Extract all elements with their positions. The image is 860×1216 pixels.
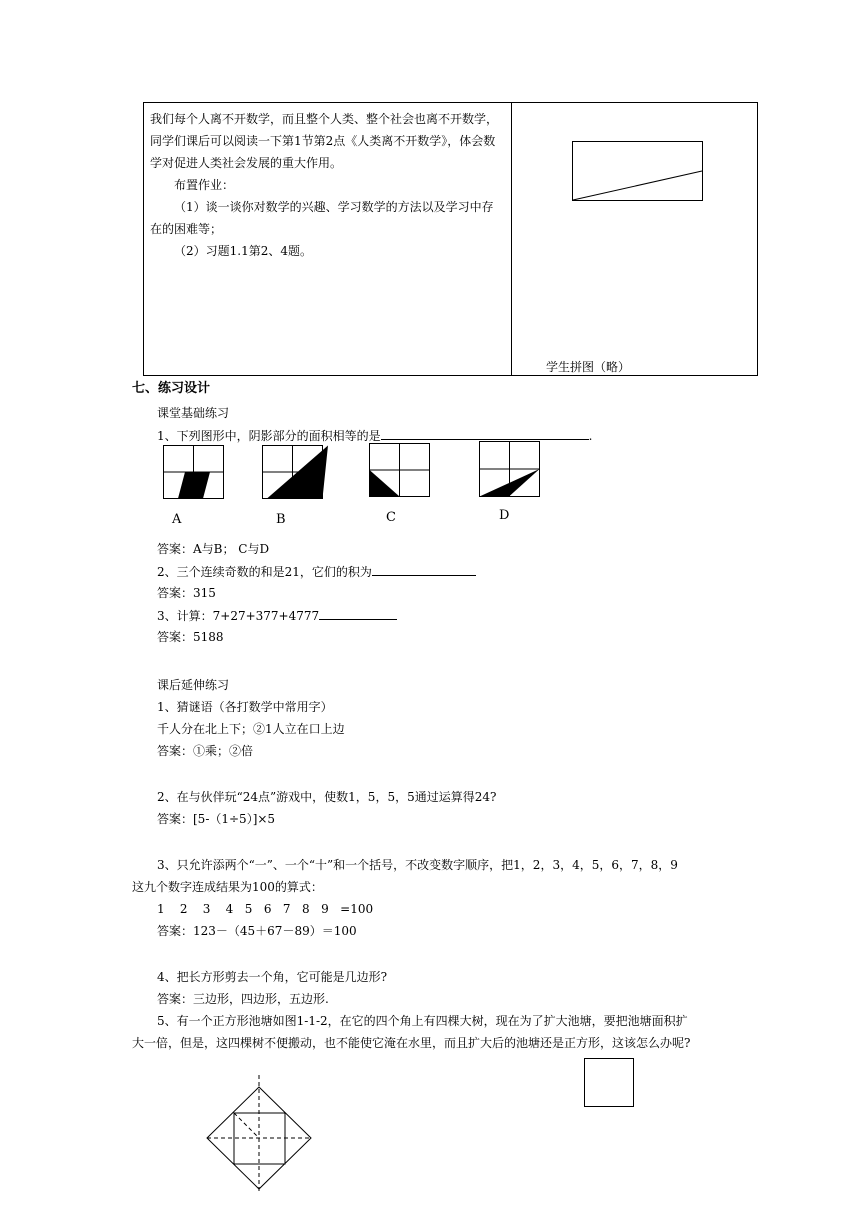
student-puzzle-figure xyxy=(572,141,704,203)
answer-2: 答案：315 xyxy=(157,586,216,600)
answer-blank xyxy=(319,607,397,620)
figure-label-b: B xyxy=(276,512,286,527)
answer-1: 答案：A与B； C与D xyxy=(157,542,270,556)
pond-expanded-figure xyxy=(205,1075,315,1193)
reading-paragraph: 我们每个人离不开数学，而且整个人类、整个社会也离不开数学，同学们课后可以阅读一下第1节第2点《人类离不开数学》，体会数学对促进人类社会发展的重大作用。 xyxy=(150,112,499,170)
question-2 xyxy=(157,563,476,580)
extension-question-1-riddles: 千人分在北上下；②1人立在口上边 xyxy=(157,722,345,736)
table-left-cell xyxy=(150,108,505,262)
extension-answer-1: 答案：①乘；②倍 xyxy=(157,744,254,758)
extension-question-5-line2: 大一倍，但是，这四棵树不便搬动，也不能使它淹在水里，而且扩大后的池塘还是正方形，这该怎么办呢? xyxy=(132,1036,691,1050)
answer-blank xyxy=(381,427,589,440)
figure-label-c: C xyxy=(386,510,396,525)
homework-item-2: （2）习题1.1第2、4题。 xyxy=(174,244,312,258)
extension-question-3-line2: 这九个数字连成结果为100的算式： xyxy=(132,880,323,894)
figure-a xyxy=(163,445,225,501)
figure-c xyxy=(369,443,431,499)
figure-label-d: D xyxy=(499,508,510,523)
extension-question-2: 2、在与伙伴玩“24点”游戏中，使数1，5，5，5通过运算得24? xyxy=(157,790,497,804)
section-title: 七、练习设计 xyxy=(132,381,211,396)
homework-item-1: （1）谈一谈你对数学的兴趣、学习数学的方法以及学习中存在的困难等； xyxy=(150,200,494,236)
question-2-text: 2、三个连续奇数的和是21，它们的积为 xyxy=(157,565,372,579)
question-3-text: 3、计算：7+27+377+4777 xyxy=(157,609,320,623)
question-1-end: . xyxy=(588,429,593,443)
answer-blank xyxy=(372,563,476,576)
extension-answer-2: 答案：[5-（1÷5）]×5 xyxy=(157,812,276,826)
extension-question-5-line1: 5、有一个正方形池塘如图1-1-2，在它的四个角上有四棵大树，现在为了扩大池塘，要把池塘面积扩 xyxy=(157,1014,688,1028)
basic-practice-title: 课堂基础练习 xyxy=(157,406,230,420)
homework-title: 布置作业： xyxy=(174,178,235,192)
figure-label-a: A xyxy=(172,512,182,527)
extension-question-4: 4、把长方形剪去一个角，它可能是几边形? xyxy=(157,970,388,984)
figure-d xyxy=(479,441,541,499)
extension-question-3-digits: 1 2 3 4 5 6 7 8 9 =100 xyxy=(157,902,374,916)
question-1-text: 1、下列图形中，阴影部分的面积相等的是 xyxy=(157,429,381,443)
extension-question-1: 1、猜谜语（各打数学中常用字） xyxy=(157,700,333,714)
student-puzzle-caption: 学生拼图（略） xyxy=(546,360,631,374)
question-3 xyxy=(157,607,397,624)
extension-answer-4: 答案：三边形，四边形，五边形. xyxy=(157,992,329,1006)
pond-square-figure xyxy=(584,1058,636,1108)
answer-3: 答案：5188 xyxy=(157,630,224,644)
extension-answer-3: 答案：123－（45＋67－89）＝100 xyxy=(157,924,357,938)
extension-practice-title: 课后延伸练习 xyxy=(157,678,230,692)
figure-b xyxy=(262,445,330,501)
extension-question-3-line1: 3、只允许添两个“一”、一个“十”和一个括号，不改变数字顺序，把1，2，3，4，5，6，7，8，9 xyxy=(157,858,678,872)
table-column-divider xyxy=(511,102,512,376)
